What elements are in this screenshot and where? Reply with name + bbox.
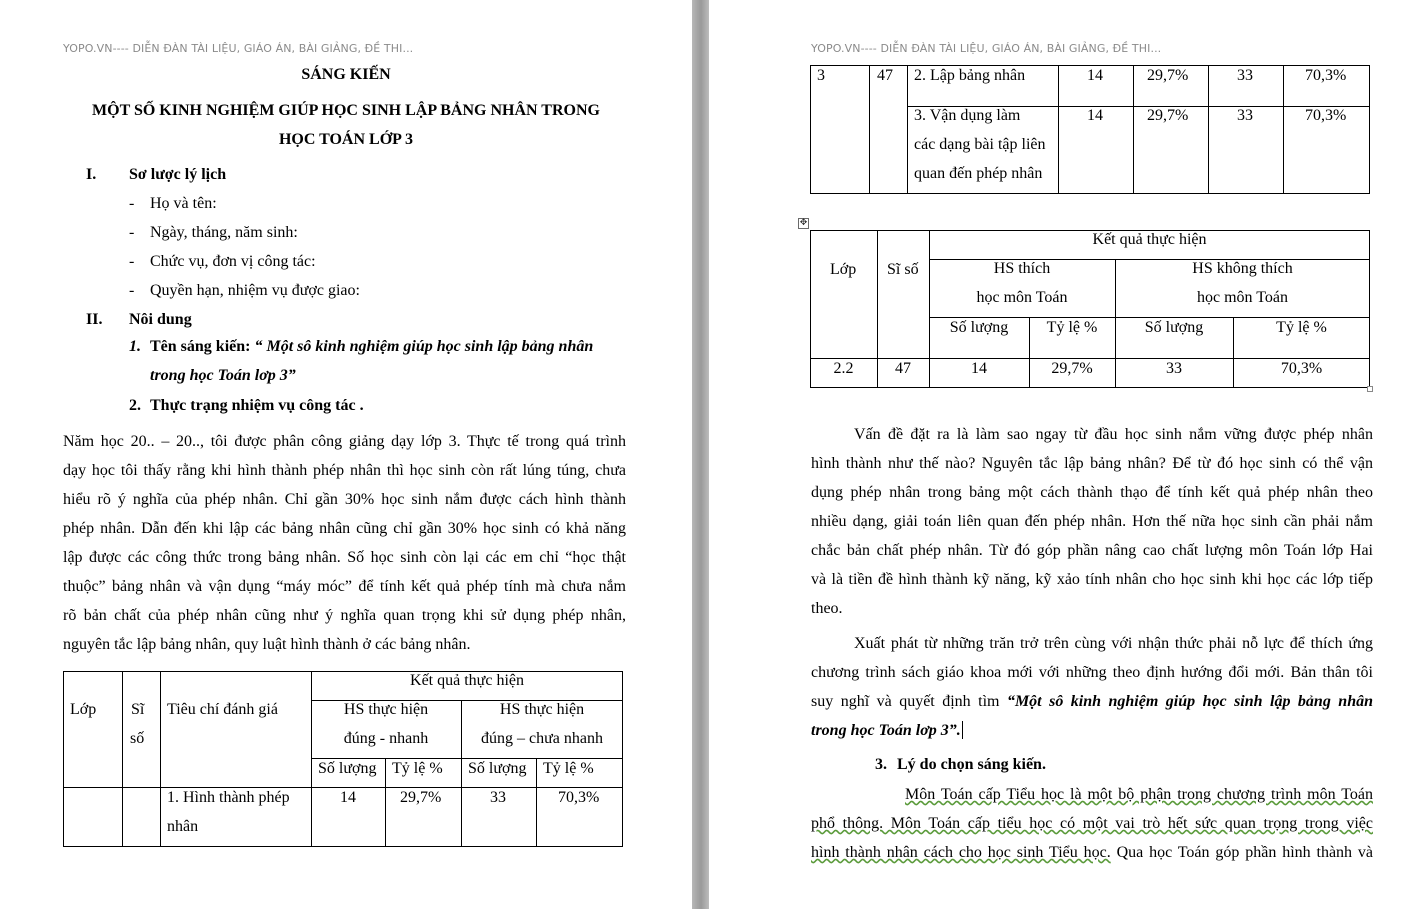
row-cell: 70,3%: [1280, 360, 1323, 377]
text-line: theo.: [811, 600, 843, 617]
text-run: trong học Toán lơp 3”.: [811, 722, 961, 739]
table-border: [1058, 65, 1059, 194]
table-border: [536, 758, 537, 847]
row1-cell: 33: [490, 789, 506, 806]
item-2-number: 2.: [129, 397, 141, 414]
document-page-left: [0, 0, 692, 909]
table-border: [907, 65, 908, 194]
text-cursor: [962, 721, 963, 739]
table-border: [929, 317, 1370, 318]
text-line: dạy học tôi thấy rằng khi hình thành phép nhân thì học sinh còn rất lúng túng, chưa: [63, 462, 626, 479]
row1-cell: 14: [340, 789, 356, 806]
text-line: [811, 687, 1373, 716]
row3-cell: 29,7%: [1147, 107, 1189, 124]
row1-cell: 29,7%: [400, 789, 442, 806]
header-quantity: Số lượng: [1144, 319, 1204, 336]
header-criteria: Tiêu chí đánh giá: [167, 701, 278, 718]
header-quantity: Số lượng: [318, 760, 377, 777]
row-cell: 47: [895, 360, 911, 377]
row2-cell: 29,7%: [1147, 67, 1189, 84]
row3-criteria-c: quan đến phép nhân: [914, 165, 1043, 182]
bullet-dash: -: [129, 282, 135, 299]
item-2-title: Thực trạng nhiệm vụ công tác .: [150, 397, 364, 414]
table-border: [63, 671, 64, 847]
table-border: [1369, 65, 1370, 194]
paragraph-motivation: [811, 629, 1373, 745]
doc-title: SÁNG KIẾN: [301, 66, 391, 83]
bullet-name: Họ và tên:: [150, 195, 217, 212]
table-border: [810, 358, 1370, 359]
item-1-number: 1.: [129, 338, 141, 355]
text-line: [811, 838, 1373, 867]
page-gap: [692, 0, 709, 909]
header-group-1-a: HS thích: [993, 260, 1051, 277]
row3-criteria-a: 3. Vận dụng làm: [914, 107, 1021, 124]
row2-cell: 70,3%: [1305, 67, 1347, 84]
table-border: [122, 671, 123, 847]
header-percent: Tỷ lệ %: [392, 760, 443, 777]
table-border: [869, 65, 870, 194]
bullet-dash: -: [129, 224, 135, 241]
row-class: 3: [817, 67, 825, 84]
row2-cell: 14: [1087, 67, 1103, 84]
text-line: nhiều dạng, giải toán liên quan đến phép nhân. Hơn thế nữa học sinh cần phải nắm: [811, 513, 1373, 530]
table-border: [385, 758, 386, 847]
header-class: Lớp: [830, 261, 857, 278]
table-border: [461, 700, 462, 847]
item-1-title-a: “ Một sô kinh nghiệm giúp học sinh lập bảng nhân: [254, 338, 594, 355]
text-run: “Một sô kinh nghiệm giúp học sinh lập bảng nhân: [1006, 693, 1374, 710]
item-3-title: Lý do chọn sáng kiến.: [897, 756, 1046, 773]
row-cell: 14: [971, 360, 987, 377]
table-resize-handle[interactable]: [1367, 386, 1373, 392]
header-percent: Tỷ lệ %: [543, 760, 594, 777]
text-line: [811, 809, 1373, 838]
table-move-handle-icon[interactable]: ✥: [799, 218, 808, 228]
text-line: phép nhân. Dẫn đến khi lập các bảng nhân cũng chỉ gần 30% học sinh có khả năng: [63, 520, 626, 537]
row3-cell: 33: [1237, 107, 1253, 124]
text-line: chương trình sách giáo khoa mới với những theo định hướng đổi mới. Bản thân tôi: [811, 664, 1373, 681]
text-line: dụng phép nhân trong bảng một cách thành thạo để tính kết quả phép nhân theo: [811, 484, 1373, 501]
row3-cell: 14: [1087, 107, 1103, 124]
page-header: YOPO.VN---- DIỄN ĐÀN TÀI LIỆU, GIÁO ÁN, BÀI GIẢNG, ĐỀ THI...: [63, 42, 414, 55]
header-quantity: Số lượng: [468, 760, 527, 777]
text-line: hình thành như thế nào? Nguyên tắc lập bảng nhân? Để từ đó học sinh có thể vận: [811, 455, 1373, 472]
header-group-2-b: học môn Toán: [1196, 289, 1288, 306]
text-run: hình thành nhân cách cho học sinh Tiểu học.: [811, 844, 1111, 861]
table-border: [311, 758, 623, 759]
text-line: Vấn đề đặt ra là làm sao ngay từ đầu học sinh nắm vững được phép nhân: [854, 426, 1373, 443]
item-1-line: [150, 338, 593, 356]
row2-criteria: 2. Lập bảng nhân: [914, 67, 1026, 84]
header-percent: Tỷ lệ %: [1276, 319, 1327, 336]
header-group-1-b: đúng - nhanh: [343, 730, 429, 747]
row-size: 47: [877, 67, 893, 84]
row1-criteria-a: 1. Hình thành phép: [167, 789, 290, 806]
header-class: Lớp: [70, 701, 97, 718]
table-border: [63, 787, 623, 788]
header-size-a: Sĩ: [131, 701, 145, 718]
text-line: hiểu rõ ý nghĩa của phép nhân. Chỉ gần 30% học sinh nắm được cách hình thành: [63, 491, 626, 508]
section-2-title: Nôi dung: [129, 311, 192, 328]
header-group-1-a: HS thực hiện: [343, 701, 429, 718]
table-border: [1208, 65, 1209, 194]
table-border: [810, 65, 1370, 66]
text-line: Xuất phát từ những trăn trở trên cùng với nhận thức phải nỗ lực để thích ứng: [854, 635, 1373, 652]
text-line[interactable]: [811, 716, 1373, 745]
document-page-right: [709, 0, 1404, 909]
item-3-number: 3.: [875, 756, 887, 773]
header-group-2-a: HS không thích: [1192, 260, 1293, 277]
header-results: Kết quả thực hiện: [1092, 231, 1207, 248]
table-border: [810, 387, 1370, 388]
text-run: Môn Toán cấp Tiểu học là một bộ phận trong chương trình môn Toán: [905, 786, 1373, 803]
text-run: Qua học Toán góp phần hình thành và: [1110, 844, 1374, 861]
row-cell: 29,7%: [1051, 360, 1093, 377]
header-results: Kết quả thực hiện: [410, 672, 524, 689]
item-1-title-b: trong học Toán lơp 3”: [150, 367, 296, 384]
text-line: Năm học 20.. – 20.., tôi được phân công giảng dạy lớp 3. Thực tế trong quá trình: [63, 433, 626, 450]
section-1-title: Sơ lược lý lịch: [129, 166, 227, 183]
text-line: và là tiền đề hình thành kỹ năng, kỹ xảo tính nhân cho học sinh khi học các lớp tiếp: [811, 571, 1373, 588]
row-cell: 33: [1166, 360, 1182, 377]
header-size: Sĩ số: [887, 261, 919, 278]
paragraph-problem: [811, 420, 1373, 623]
header-group-2-b: đúng – chưa nhanh: [481, 730, 603, 747]
paragraph-situation: [63, 427, 626, 659]
table-border: [63, 846, 623, 847]
table-border: [810, 193, 1370, 194]
section-2-number: II.: [86, 311, 103, 328]
item-1-label: Tên sáng kiến:: [150, 338, 251, 355]
table-border: [810, 65, 811, 194]
text-line: nguyên tắc lập bảng nhân, quy luật hình thành ở các bảng nhân.: [63, 636, 471, 653]
text-run: phổ thông. Môn Toán cấp tiểu học có một vai trò hết sức quan trọng trong việc: [811, 815, 1373, 832]
row3-cell: 70,3%: [1305, 107, 1347, 124]
table-border: [160, 671, 161, 847]
text-line: chắc bản chất phép nhân. Từ đó góp phần nâng cao chất lượng môn Toán lớp Hai: [811, 542, 1373, 559]
table-border: [311, 671, 312, 847]
bullet-dob: Ngày, tháng, năm sinh:: [150, 224, 298, 241]
section-1-number: I.: [86, 166, 97, 183]
table-border: [1133, 65, 1134, 194]
doc-subtitle-line2: HỌC TOÁN LỚP 3: [278, 131, 414, 148]
doc-subtitle-line1: MỘT SỐ KINH NGHIỆM GIÚP HỌC SINH LẬP BẢNG NHÂN TRONG: [92, 102, 600, 119]
table-border: [1283, 65, 1284, 194]
text-line: lập được các công thức trong bảng nhân. Số học sinh còn lại các em chỉ “học thật: [63, 549, 626, 566]
bullet-duties: Quyền hạn, nhiệm vụ được giao:: [150, 282, 360, 299]
paragraph-reason: [811, 780, 1373, 867]
row1-criteria-b: nhân: [167, 818, 199, 835]
text-line: [811, 780, 1373, 809]
row3-criteria-b: các dạng bài tập liên: [914, 136, 1046, 153]
header-percent: Tỷ lệ %: [1046, 319, 1098, 336]
row2-cell: 33: [1237, 67, 1253, 84]
text-line: thuộc” bảng nhân và vận dụng “máy móc” để tính kết quả phép tính mà chưa nắm: [63, 578, 626, 595]
text-run: suy nghĩ và quyết định tìm: [811, 693, 1007, 710]
header-group-2-a: HS thực hiện: [499, 701, 585, 718]
text-line: rõ bản chất của phép nhân cũng như ý nghĩa quan trọng khi sử dụng phép nhân,: [63, 607, 626, 624]
row1-cell: 70,3%: [558, 789, 600, 806]
page-header: YOPO.VN---- DIỄN ĐÀN TÀI LIỆU, GIÁO ÁN, BÀI GIẢNG, ĐỀ THI...: [811, 42, 1162, 55]
table-border: [622, 671, 623, 847]
bullet-dash: -: [129, 253, 135, 270]
header-group-1-b: học môn Toán: [976, 289, 1068, 306]
bullet-position: Chức vụ, đơn vị công tác:: [150, 253, 316, 270]
bullet-dash: -: [129, 195, 135, 212]
header-size-b: số: [130, 730, 145, 747]
header-quantity: Số lượng: [949, 319, 1009, 336]
row-cell: 2.2: [833, 360, 854, 377]
